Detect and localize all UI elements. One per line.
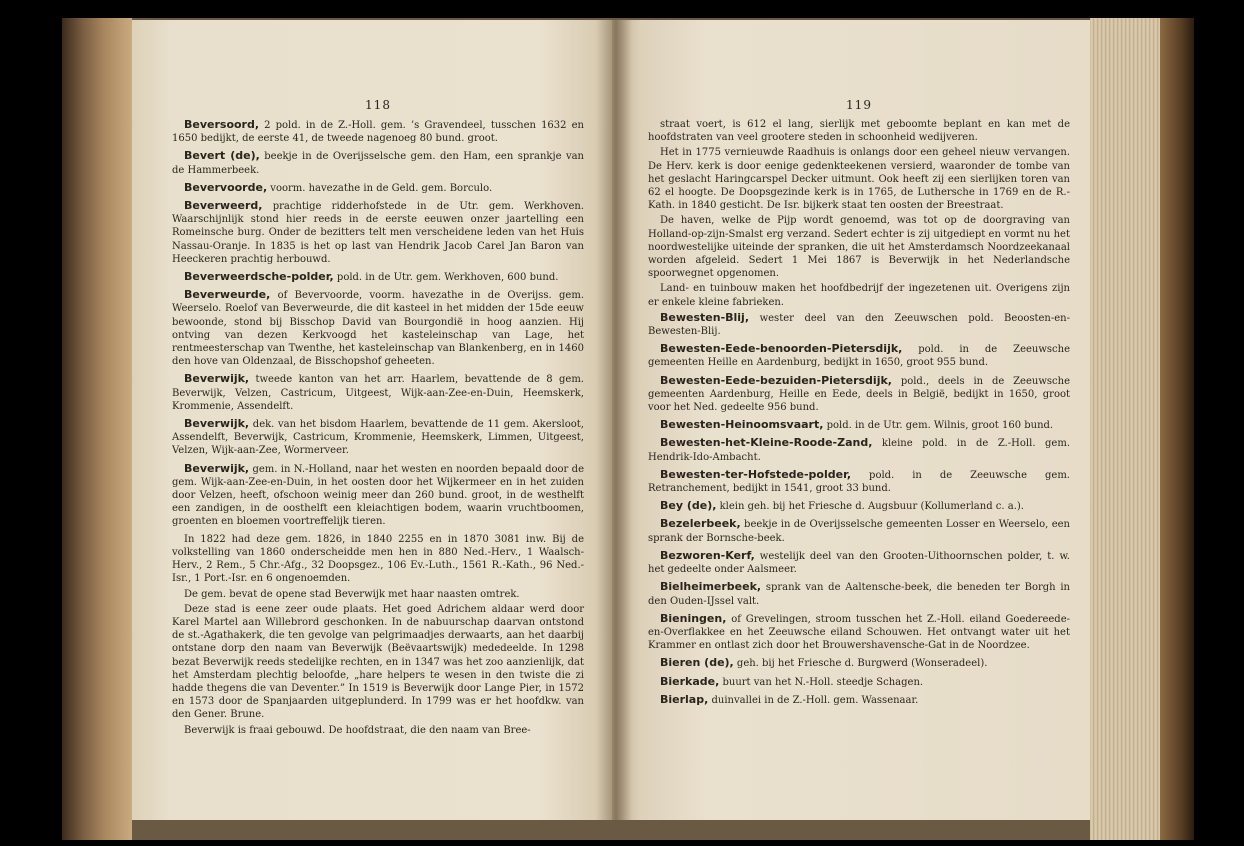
entry-text: pold. in de Zeeuwsche gemeenten Heille en Aardenburg, bedijkt in 1650, groot 955 bund.	[648, 344, 1070, 369]
entry-text: of Bevervoorde, voorm. havezathe in de Overijss. gem. Weerselo. Roelof van Beverweurde, die dit kasteel in het midden der 15de eeuw bewoonde, stond bij Bisschop David van Bourgondië in hoog aanzien. Hij ontving van dezen Kerkvoogd het kasteleinschap van Lage, het rentmeesterschap van Twenthe, het kasteleinschap van Blankenberg, en in 1460 den hove van Oldenzaal, de Bisschopshof geheeten.	[172, 290, 584, 368]
dictionary-entry	[172, 181, 584, 195]
page-number: 119	[846, 98, 872, 112]
entry-headword: Beverwijk,	[184, 417, 250, 431]
entry-headword: Bewesten-Eede-benoorden-Pietersdijk,	[660, 342, 903, 356]
left-page	[132, 20, 612, 820]
dictionary-entry	[172, 462, 584, 529]
entry-headword: Bezelerbeek,	[660, 517, 741, 531]
entry-headword: Beverweurde,	[184, 288, 271, 302]
entry-text: dek. van het bisdom Haarlem, bevattende de 11 gem. Akersloot, Assendelft, Beverwijk, Castricum, Krommenie, Heemskerk, Limmen, Uitgeest, Velzen, Wijk-aan-Zee, Wormerveer.	[172, 419, 584, 457]
dictionary-entry	[172, 149, 584, 176]
entry-text: pold. in de Utr. gem. Wilnis, groot 160 bund.	[823, 420, 1054, 432]
entry-headword: Bierkade,	[660, 674, 720, 688]
right-page	[612, 20, 1090, 820]
entry-text: wester deel van den Zeeuwschen pold. Beoosten-en-Bewesten-Blij.	[648, 312, 1070, 338]
dictionary-entry	[172, 199, 584, 266]
dictionary-entry	[172, 288, 584, 368]
entry-headword: Bevervoorde,	[184, 180, 268, 194]
dictionary-entry	[172, 372, 584, 413]
entry-list	[172, 118, 584, 529]
entry-headword: Beverweerdsche-polder,	[184, 270, 334, 284]
dictionary-entry	[648, 612, 1070, 653]
dictionary-entry	[172, 270, 584, 284]
entry-text: duinvallei in de Z.-Holl. gem. Wassenaar.	[708, 694, 919, 706]
entry-text: geh. bij het Friesche d. Burgwerd (Wonseradeel).	[733, 658, 988, 670]
book-spine-left	[62, 18, 132, 840]
body-paragraph: straat voert, is 612 el lang, sierlijk met geboomte beplant en kan met de hoofdstraten van veel grootere steden in schoonheid wedijveren.	[648, 119, 1070, 144]
entry-headword: Beverweerd,	[184, 199, 263, 213]
dictionary-entry	[648, 549, 1070, 576]
book-cover-right	[1160, 18, 1194, 840]
paragraph-list	[172, 533, 584, 737]
entry-headword: Bewesten-Blij,	[660, 310, 750, 324]
entry-headword: Bielheimerbeek,	[660, 580, 762, 594]
entry-text: sprank van de Aaltensche-beek, die beneden ter Borgh in den Ouden-IJssel valt.	[648, 582, 1070, 607]
book-gutter	[596, 20, 632, 820]
body-paragraph: De gem. bevat de opene stad Beverwijk met haar naasten omtrek.	[184, 588, 520, 600]
entry-headword: Beverwijk,	[184, 372, 250, 386]
entry-text: pold., deels in de Zeeuwsche gemeenten Aardenburg, Heille en Eede, deels in België, bedijkt in 1650, groot voor het Ned. gedeelte 956 bund.	[648, 375, 1070, 414]
entry-headword: Bevert (de),	[184, 149, 260, 163]
entry-headword: Bey (de),	[660, 499, 717, 513]
dictionary-entry	[172, 118, 584, 145]
entry-list	[648, 311, 1070, 707]
entry-text: 2 pold. in de Z.-Holl. gem. ’s Gravendeel, tusschen 1632 en 1650 bedijkt, de eerste 41, de tweede nagenoeg 80 bund. groot.	[172, 120, 584, 145]
entry-text: beekje in de Overijsselsche gem. den Ham, een sprankje van de Hammerbeek.	[172, 151, 584, 176]
dictionary-entry	[648, 418, 1070, 432]
entry-headword: Beverwijk,	[184, 461, 250, 475]
entry-headword: Bieningen,	[660, 611, 727, 625]
body-paragraph: De haven, welke de Pijp wordt genoemd, was tot op de doorgraving van Holland-op-zijn-Smalst erg verzand. Sedert echter is zij uitgediept en vormt nu het noordwestelijke uiteinde der spranken, die uit het Amsterdamsch Noordzeekanaal worden afgeleid. Sedert 1 Mei 1867 is Beverwijk in het Nederlandsche spoorwegnet opgenomen.	[648, 215, 1070, 280]
entry-text: gem. in N.-Holland, naar het westen en noorden bepaald door de gem. Wijk-aan-Zee-en-Duin, in het oosten door het Wijkermeer en in het zuiden door Velzen, heeft, ofschoon weinig meer dan 260 bund. groot, in de westhelft een zandigen, in de oosthelft een kleiachtigen bodem, waarin vruchtboomen, groenten en bloemen voortreffelijk tieren.	[172, 463, 584, 528]
body-paragraph: Beverwijk is fraai gebouwd. De hoofdstraat, die den naam van Bree-	[184, 724, 531, 736]
dictionary-entry	[648, 517, 1070, 544]
entry-text: buurt van het N.-Holl. steedje Schagen.	[719, 676, 924, 688]
entry-headword: Bewesten-het-Kleine-Roode-Zand,	[660, 436, 873, 450]
paragraph-list	[648, 118, 1070, 309]
entry-text: of Grevelingen, stroom tusschen het Z.-Holl. eiland Goedereede-en-Overflakkee en het Zeeuwsche eiland Schouwen. Het ontvangt water uit het Krammer en ontlast zich door het Brouwershavensche-Gat in de Noordzee.	[648, 613, 1070, 652]
dictionary-entry	[648, 342, 1070, 369]
entry-headword: Bezworen-Kerf,	[660, 548, 755, 562]
dictionary-entry	[648, 656, 1070, 670]
dictionary-entry	[648, 675, 1070, 689]
entry-headword: Beversoord,	[184, 118, 260, 131]
entry-headword: Bewesten-Eede-bezuiden-Pietersdijk,	[660, 373, 892, 387]
entry-headword: Bewesten-ter-Hofstede-polder,	[660, 467, 852, 481]
dictionary-entry	[648, 499, 1070, 513]
body-paragraph: In 1822 had deze gem. 1826, in 1840 2255 en in 1870 3081 inw. Bij de volkstelling van 1860 onderscheidde men hen in 880 Ned.-Herv., 1 Waalsch-Herv., 2 Rem., 5 Chr.-Afg., 32 Doopsgez., 106 Ev.-Luth., 1561 R.-Kath., 96 Ned.-Isr., 1 Port.-Isr. en 6 ongenoemden.	[172, 533, 584, 585]
entry-text: voorm. havezathe in de Geld. gem. Borculo.	[267, 182, 493, 194]
entry-text: prachtige ridderhofstede in de Utr. gem. Werkhoven. Waarschijnlijk stond hier reeds in de eerste eeuwen onzer jaartelling een Romeinsche burg. Onder de bezitters telt men verscheidene leden van het Huis Nassau-Oranje. In 1835 is het op last van Hendrik Jacob Carel Jan Baron van Heeckeren prachtig herbouwd.	[172, 201, 584, 265]
page-number: 118	[365, 98, 391, 112]
entry-text: beekje in de Overijsselsche gemeenten Losser en Weerselo, een sprank der Bornsche-beek.	[648, 519, 1070, 544]
dictionary-entry	[648, 311, 1070, 338]
entry-text: pold. in de Zeeuwsche gem. Retranchement, bedijkt in 1541, groot 33 bund.	[648, 469, 1070, 495]
entry-text: pold. in de Utr. gem. Werkhoven, 600 bund.	[333, 272, 559, 284]
entry-text: westelijk deel van den Grooten-Uithoornschen polder, t. w. het gedeelte onder Aalsmeer.	[648, 550, 1070, 576]
entry-text: klein geh. bij het Friesche d. Augsbuur (Kollumerland c. a.).	[716, 501, 1024, 513]
dictionary-entry	[648, 436, 1070, 463]
entry-text: kleine pold. in de Z.-Holl. gem. Hendrik-Ido-Ambacht.	[648, 438, 1070, 463]
entry-headword: Bierlap,	[660, 692, 709, 706]
dictionary-entry	[648, 693, 1070, 707]
body-paragraph: Deze stad is eene zeer oude plaats. Het goed Adrichem aldaar werd door Karel Martel aan Willebrord geschonken. In de nabuurschap daarvan ontstond de st.-Agathakerk, die ten gevolge van pelgrimaadjes derwaarts, aan het daarbij ontstane dorp den naam van Beverwijk (Beëvaartswijk) mededeelde. In 1298 bezat Beverwijk reeds stedelijke rechten, en in 1347 was het zoo aanzienlijk, dat het Amsterdam plechtig beloofde, „hare helpers te wesen in den twiste die zi hadde thegens die van Deventer.” In 1519 is Beverwijk door Lange Pier, in 1572 en 1573 door de Spanjaarden uitgeplunderd. In 1799 was er het hoofdkw. van den Gener. Brune.	[172, 603, 584, 721]
dictionary-entry	[648, 580, 1070, 607]
body-paragraph: Land- en tuinbouw maken het hoofdbedrijf der ingezetenen uit. Overigens zijn er enkele kleine fabrieken.	[648, 283, 1070, 308]
entry-headword: Bewesten-Heinoomsvaart,	[660, 418, 824, 432]
dictionary-entry	[648, 468, 1070, 495]
body-paragraph: Het in 1775 vernieuwde Raadhuis is onlangs door een geheel nieuw vervangen. De Herv. kerk is door eenige gedenkteekenen versierd, waaronder de tombe van het geslacht Haringcarspel Decker uitmunt. Ook heeft zij een sierlijken toren van 62 el hoogte. De Doopsgezinde kerk is in 1765, de Luthersche in 1769 en de R.-Kath. in 1840 gesticht. De Isr. bijkerk staat ten oosten der Breestraat.	[648, 147, 1070, 212]
entry-text: tweede kanton van het arr. Haarlem, bevattende de 8 gem. Beverwijk, Velzen, Castricum, Uitgeest, Wijk-aan-Zee-en-Duin, Heemskerk, Krommenie, Assendelft.	[172, 374, 584, 412]
dictionary-entry	[648, 374, 1070, 415]
dictionary-entry	[172, 417, 584, 458]
entry-headword: Bieren (de),	[660, 656, 734, 670]
